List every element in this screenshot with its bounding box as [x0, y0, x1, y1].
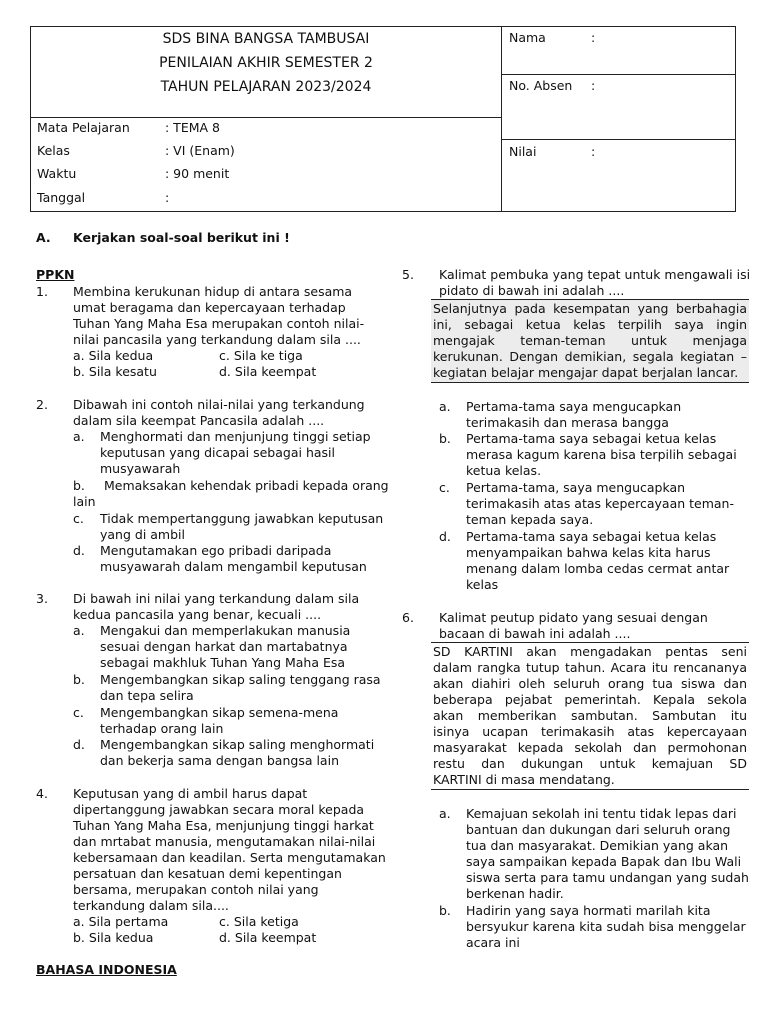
option-b: b. Sila kesatu [73, 364, 157, 379]
option-b: b. Sila kedua [73, 930, 154, 945]
option-c: c. Sila ke tiga [219, 348, 303, 363]
academic-year: TAHUN PELAJARAN 2023/2024 [160, 79, 372, 95]
header-divider-right-1 [501, 74, 735, 75]
section-instruction: Kerjakan soal-soal berikut ini ! [73, 230, 290, 245]
subject-bahasa-indonesia: BAHASA INDONESIA [36, 962, 177, 977]
subject-ppkn: PPKN [36, 267, 75, 282]
info-date: Tanggal : [37, 190, 170, 205]
header-divider-vertical [501, 27, 502, 211]
absence-number-field[interactable]: No. Absen : [509, 78, 596, 93]
score-field[interactable]: Nilai : [509, 144, 596, 159]
option-c: c. Sila ketiga [219, 914, 299, 929]
exam-title: PENILAIAN AKHIR SEMESTER 2 [159, 55, 373, 71]
info-time: Waktu : 90 menit [37, 166, 230, 181]
section-letter: A. [36, 230, 51, 245]
info-class: Kelas : VI (Enam) [37, 143, 235, 158]
header-divider-right-2 [501, 139, 735, 140]
name-field[interactable]: Nama : [509, 30, 596, 45]
option-d: d. Sila keempat [219, 930, 317, 945]
option-a: a. Sila kedua [73, 348, 154, 363]
school-name: SDS BINA BANGSA TAMBUSAI [162, 31, 370, 47]
info-subject: Mata Pelajaran : TEMA 8 [37, 120, 220, 135]
header-divider-left [31, 117, 501, 118]
speech-passage: Selanjutnya pada kesempatan yang berbahagia ini, sebagai ketua kelas terpilih saya ingin mengajak teman-teman untuk menjaga kerukunan. Dengan demikian, segala kegiatan – kegiatan belajar mengajar dapat berjalan lancar. [431, 299, 749, 383]
header-table [30, 26, 736, 212]
option-a: a. Sila pertama [73, 914, 169, 929]
option-d: d. Sila keempat [219, 364, 317, 379]
event-passage: SD KARTINI akan mengadakan pentas seni dalam rangka tutup tahun. Acara itu rencananya akan diahiri oleh seluruh orang tua siswa dan beberapa pejabat pemerintah. Kepala sekola akan memberikan sambutan. Sambutan itu isinya ucapan terimakasih atas kepercayaan masyarakat kepada sekolah dan permohonan restu dan dukungan untuk kemajuan SD KARTINI di masa mendatang. [431, 642, 749, 790]
